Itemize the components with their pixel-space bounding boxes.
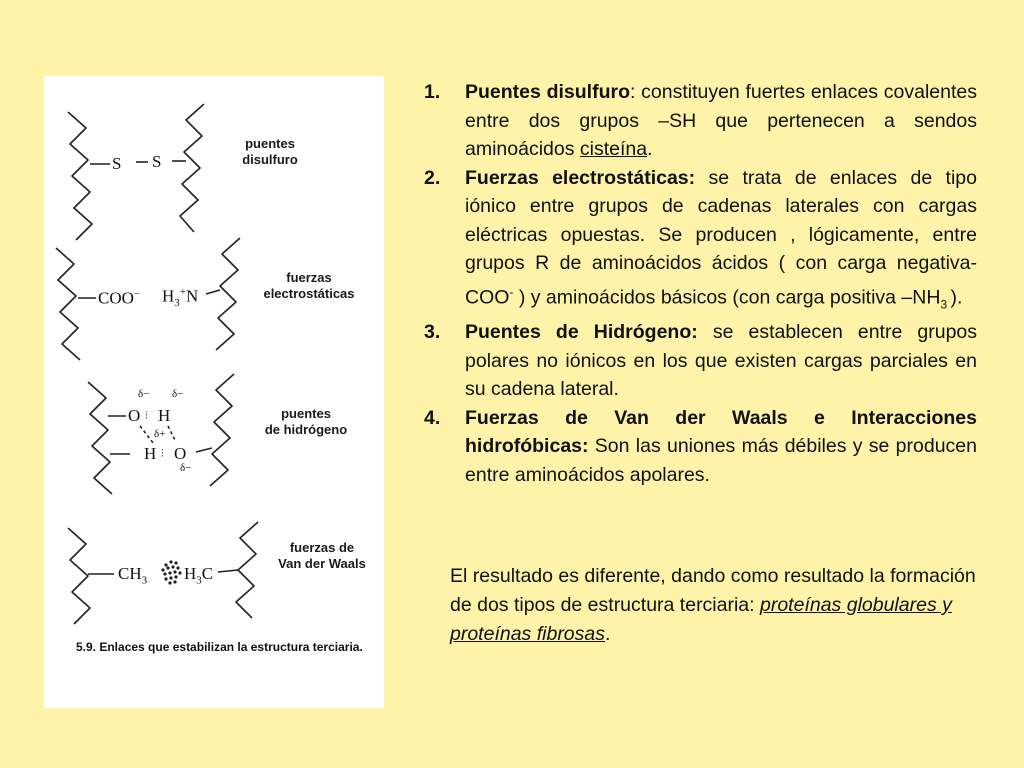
chain-left-2 [56,248,80,360]
list-item-hydrogen: 3. Puentes de Hidrógeno: se establecen entre grupos polares no iónicos en los que existen cargas parciales en su cadena lateral. [424,318,977,404]
vdw-cloud [161,560,181,584]
list-title: Puentes disulfuro [465,81,630,103]
chain-right-2 [216,238,240,350]
cysteine-link: cisteína [579,138,648,160]
list-number: 1. [424,81,441,103]
sulfur-right: S [152,152,162,171]
ch3-group: $CH_3$ [118,564,148,587]
tertiary-structure-figure: S S puentes disulfuro COO− $H_3^+N$ fuerzas electrostáticas δ− δ− O ⫶ H δ+ H ⫶ O δ− puentes de hidrógeno $CH_3$ $H_3C$ fuerzas de Van der Waals 5.9. Enlaces que estabilizan la estructura terciaria. [44,76,384,708]
list-number: 4. [424,406,441,429]
label-disulfide: puentes disulfuro [242,136,298,167]
oxygen-top: O [128,406,141,425]
nh3-group: $H_3^+N$ [162,286,199,310]
bond-diagram [44,76,384,708]
delta-minus-1: δ− [138,388,150,400]
list-item-disulfide: 1. Puentes disulfuro: constituyen fuertes enlaces covalentes entre dos grupos –SH que pertenecen a sendos aminoácidos cisteína. [424,78,977,164]
sulfur-left: S [112,154,122,173]
list-item-electrostatic: 2. Fuerzas electrostáticas: se trata de enlaces de tipo iónico entre grupos de cadenas laterales con cargas eléctricas opuestas. Se producen , lógicamente, entre grupos R de aminoácidos ácidos ( con carga negativa-COO- ) y aminoácidos básicos (con carga positiva $-NH_3$ ). [424,164,977,319]
chain-left-4 [68,528,90,624]
list-number: 2. [424,166,441,189]
delta-minus-3: δ− [180,462,192,474]
hydrogen-top: H [158,406,171,425]
conclusion-paragraph: El resultado es diferente, dando como resultado la formación de dos tipos de estructura terciaria: proteínas globulares y proteínas fibrosas. [450,565,976,645]
bond-types-list [424,78,977,489]
chain-right-1 [180,104,204,232]
chain-right-4 [236,522,258,618]
label-electrostatic: fuerzas electrostáticas [263,270,355,301]
oxygen-bottom: O [174,444,187,463]
list-title: Fuerzas de Van der Waals e Interacciones hidrofóbicas: [465,406,977,458]
figure-caption: 5.9. Enlaces que estabilizan la estructura terciaria. [76,640,363,654]
delta-minus-2: δ− [172,388,184,400]
chain-right-3 [210,374,234,486]
list-item-vanderwaals: 4. Fuerzas de Van der Waals e Interacciones hidrofóbicas: Son las uniones más débiles y se producen entre aminoácidos apolares. [424,404,977,490]
label-vanderwaals: fuerzas de Van der Waals [278,540,366,571]
h3c-group: $H_3C$ [184,564,214,587]
protein-types: proteínas globulares y proteínas fibrosas [450,594,952,645]
list-title: Puentes de Hidrógeno: [465,321,698,344]
delta-plus-1: δ+ [154,428,166,440]
list-title: Fuerzas electrostáticas: [465,166,696,189]
chain-left-1 [68,112,92,240]
chain-left-3 [88,382,112,494]
hydrogen-bottom: H [144,444,157,463]
coo-group: COO− [98,288,141,308]
label-hydrogen: puentes de hidrógeno [264,406,348,437]
list-number: 3. [424,321,441,344]
